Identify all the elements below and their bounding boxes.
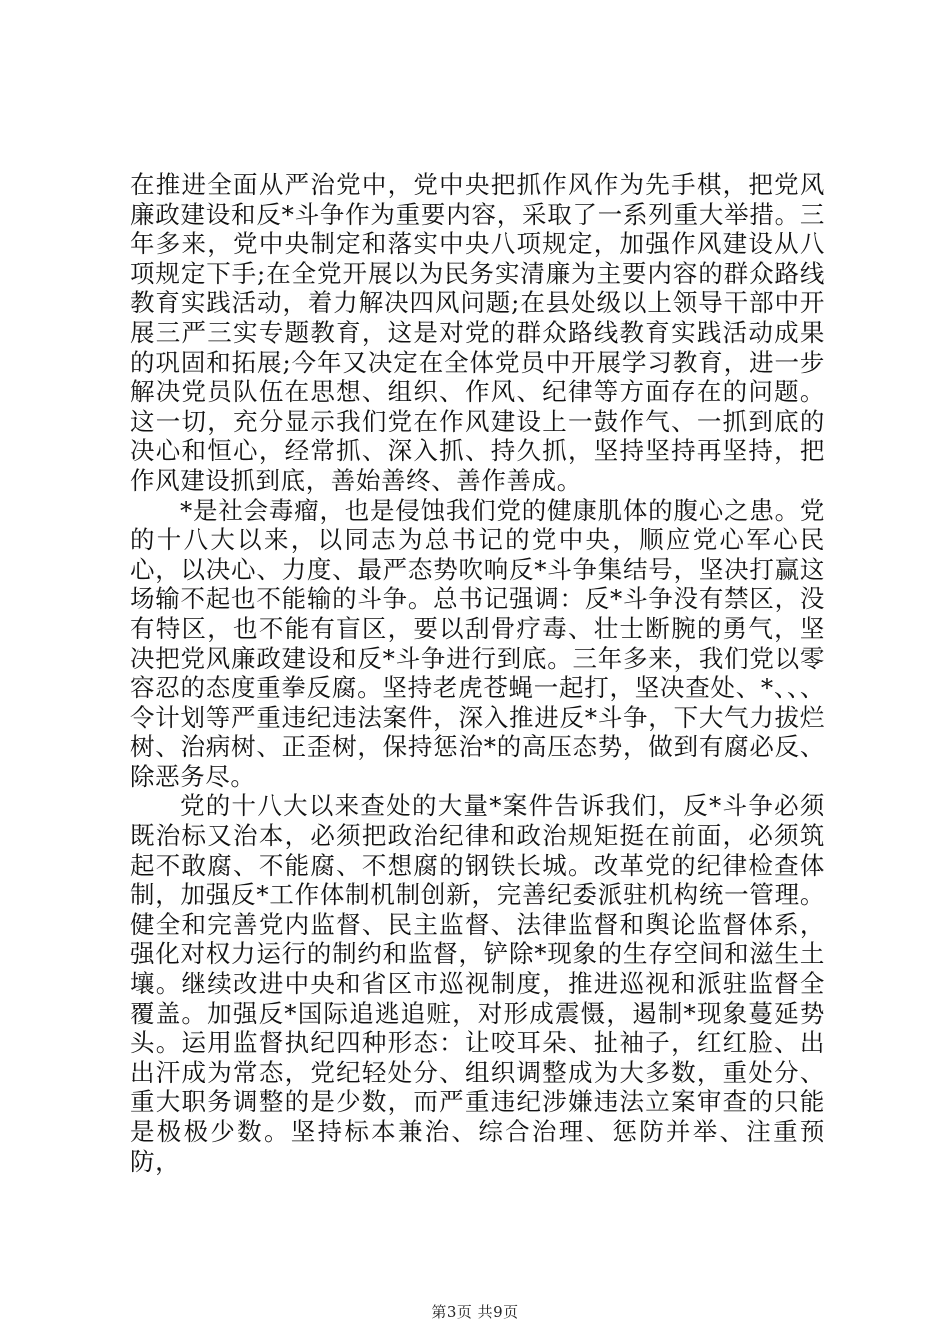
page-number-footer: 第3页 共9页 — [431, 1303, 519, 1321]
paragraph-2: *是社会毒瘤，也是侵蚀我们党的健康肌体的腹心之患。党的十八大以来，以同志为总书记的党中央，顺应党心军心民心，以决心、力度、最严态势吹响反*斗争集结号，坚决打赢这场输不起也不能输的斗争。总书记强调：反*斗争没有禁区，没有特区，也不能有盲区，要以刮骨疗毒、壮士断腕的勇气，坚决把党风廉政建设和反*斗争进行到底。三年多来，我们党以零容忍的态度重拳反腐。坚持老虎苍蝇一起打，坚决查处、*、、、令计划等严重违纪违法案件，深入推进反*斗争，下大气力拔烂树、治病树、正歪树，保持惩治*的高压态势，做到有腐必反、除恶务尽。 — [130, 495, 825, 791]
paragraph-1: 在推进全面从严治党中，党中央把抓作风作为先手棋，把党风廉政建设和反*斗争作为重要内容，采取了一系列重大举措。三年多来，党中央制定和落实中央八项规定，加强作风建设从八项规定下手;在全党开展以为民务实清廉为主要内容的群众路线教育实践活动，着力解决四风问题;在县处级以上领导干部中开展三严三实专题教育，这是对党的群众路线教育实践活动成果的巩固和拓展;今年又决定在全体党员中开展学习教育，进一步解决党员队伍在思想、组织、作风、纪律等方面存在的问题。这一切，充分显示我们党在作风建设上一鼓作气、一抓到底的决心和恒心，经常抓、深入抓、持久抓，坚持坚持再坚持，把作风建设抓到底，善始善终、善作善成。 — [130, 170, 825, 495]
body-text — [130, 170, 825, 1176]
paragraph-3: 党的十八大以来查处的大量*案件告诉我们，反*斗争必须既治标又治本，必须把政治纪律和政治规矩挺在前面，必须筑起不敢腐、不能腐、不想腐的钢铁长城。改革党的纪律检查体制，加强反*工作体制机制创新，完善纪委派驻机构统一管理。健全和完善党内监督、民主监督、法律监督和舆论监督体系，强化对权力运行的制约和监督，铲除*现象的生存空间和滋生土壤。继续改进中央和省区市巡视制度，推进巡视和派驻监督全覆盖。加强反*国际追逃追赃，对形成震慑，遏制*现象蔓延势头。运用监督执纪四种形态：让咬耳朵、扯袖子，红红脸、出出汗成为常态，党纪轻处分、组织调整成为大多数，重处分、重大职务调整的是少数，而严重违纪涉嫌违法立案审查的只能是极极少数。坚持标本兼治、综合治理、惩防并举、注重预防， — [130, 791, 825, 1176]
